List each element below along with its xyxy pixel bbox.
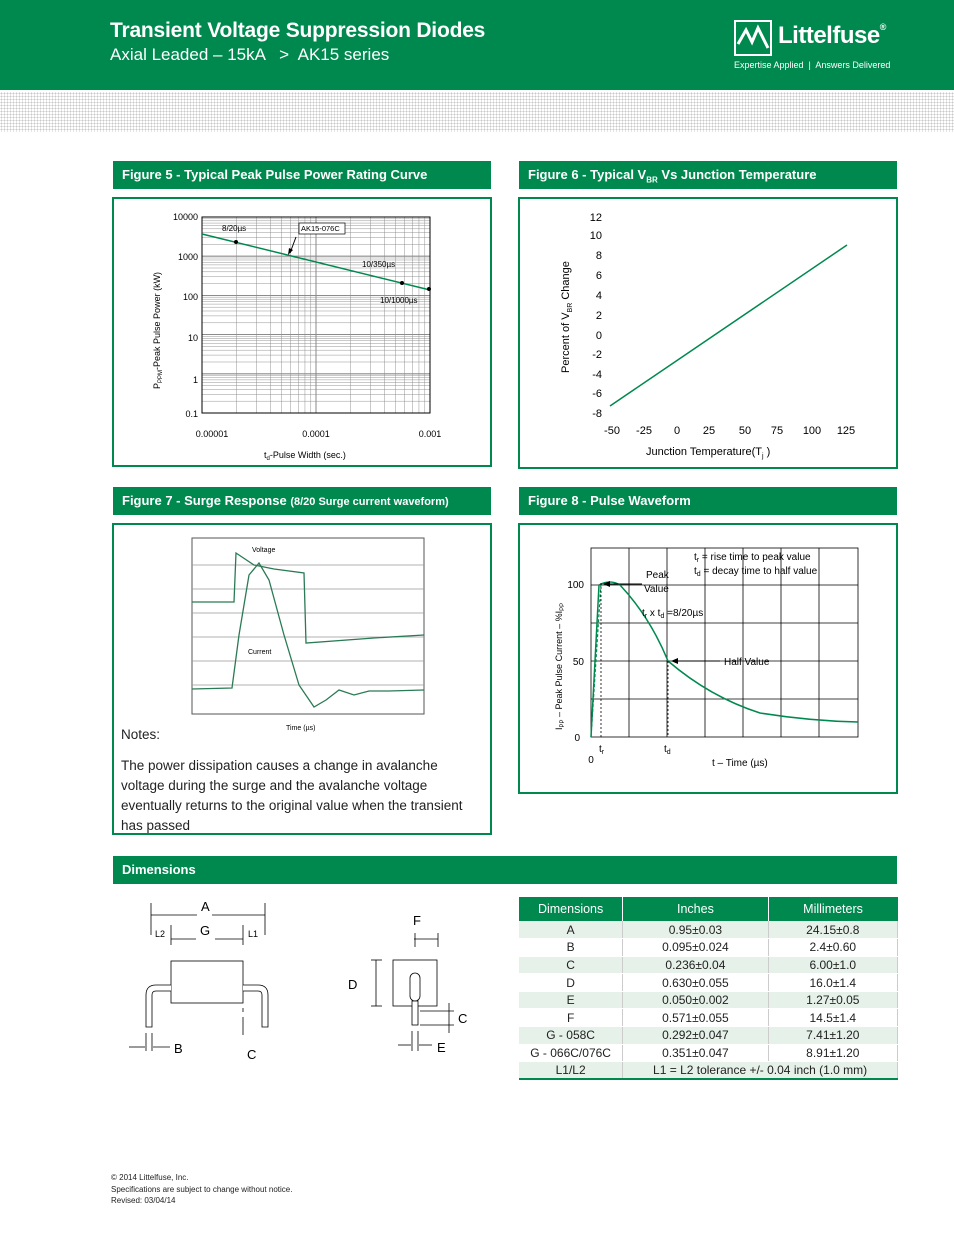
footer-disclaimer: Specifications are subject to change without notice.	[111, 1184, 293, 1194]
figure-8-x-label: t – Time (µs)	[712, 758, 768, 769]
figure-5-panel	[112, 197, 492, 467]
figure-6-title-bar	[519, 161, 897, 189]
f8-tick-td: $t_d$	[664, 744, 671, 756]
f6-ytick: 4	[595, 290, 602, 302]
f8-peak-label-1: Peak	[646, 570, 669, 581]
f8-origin: 0	[588, 755, 594, 766]
littelfuse-logo	[734, 20, 904, 76]
figure-7-panel	[112, 523, 492, 835]
table-row	[519, 921, 898, 939]
f5-ytick: 10	[187, 333, 198, 343]
figure-6-panel	[518, 197, 898, 469]
figure-8-title-bar	[519, 487, 897, 515]
f5-xtick: 0.0001	[302, 429, 330, 439]
cell: 24.15±0.8	[768, 921, 897, 939]
f6-xtick: 50	[738, 425, 752, 437]
cell: C	[519, 956, 623, 974]
dim-label-l1: L1	[248, 929, 259, 939]
table-row	[519, 1009, 898, 1027]
cell: 16.0±1.4	[768, 974, 897, 992]
table-row	[519, 1062, 898, 1080]
brand-tagline: Expertise Applied | Answers Delivered	[734, 60, 891, 70]
cell: 1.27±0.05	[768, 991, 897, 1009]
page-footer	[111, 1172, 292, 1207]
f6-xtick: -25	[636, 425, 652, 437]
cell: G - 058C	[519, 1027, 623, 1045]
cell: L1 = L2 tolerance +/- 0.04 inch (1.0 mm)	[623, 1062, 898, 1080]
f5-xtick: 0.001	[418, 429, 442, 439]
cell: 0.095±0.024	[623, 939, 768, 957]
f6-ytick: 12	[589, 212, 602, 224]
figure-5-title-bar	[113, 161, 491, 189]
dim-label-e: E	[437, 1040, 446, 1055]
cell: G - 066C/076C	[519, 1044, 623, 1062]
f5-point-10-1000	[427, 287, 431, 291]
table-row	[519, 939, 898, 957]
footer-copyright: © 2014 Littelfuse, Inc.	[111, 1173, 189, 1182]
f8-tick-tr: $t_r$	[599, 744, 605, 756]
f6-xtick: -50	[604, 425, 620, 437]
f8-ytick: 100	[567, 580, 584, 591]
f8-half-value-label: Half Value	[724, 657, 770, 668]
table-row	[519, 1027, 898, 1045]
table-header-row	[519, 897, 898, 921]
cell: 8.91±1.20	[768, 1044, 897, 1062]
dim-label-b: B	[174, 1041, 183, 1056]
table-row	[519, 1044, 898, 1062]
f5-ytick: 0.1	[185, 409, 198, 419]
figure-8-chart	[520, 525, 896, 792]
f8-legend-td: $t_d$ = decay time to half value	[694, 566, 818, 578]
table-row	[519, 991, 898, 1009]
f6-xtick: 100	[802, 425, 822, 437]
col-inches: Inches	[623, 897, 768, 921]
dim-label-c-end: C	[458, 1011, 468, 1026]
f5-label-10-1000: 10/1000µs	[380, 296, 418, 305]
figure-6-x-label: Junction $Temperature(T_j$ )	[646, 446, 771, 460]
brand-name: Littelfuse®	[778, 22, 886, 49]
f7-current-label: Current	[248, 649, 272, 656]
cell: 14.5±1.4	[768, 1009, 897, 1027]
figure-6-vbr-line	[610, 245, 847, 406]
cell: A	[519, 921, 623, 939]
littelfuse-logo-icon	[734, 20, 772, 56]
figure-7-notes	[121, 725, 471, 836]
f8-ratio-label: $t_r$ x $t_d =8/20\mu s$	[642, 608, 704, 620]
f5-point-8-20	[234, 240, 238, 244]
f6-xtick: 0	[673, 425, 681, 437]
dimensions-table	[519, 897, 898, 1080]
table-row	[519, 956, 898, 974]
figure-7-title: Figure 7 - Surge Response (8/20 Surge current waveform)	[122, 493, 449, 508]
dim-label-g: G	[200, 923, 211, 938]
dim-label-f: F	[413, 913, 421, 928]
figure-5-x-label: $t_d$-Pulse Width (sec.)	[264, 450, 346, 462]
cell: 0.630±0.055	[623, 974, 768, 992]
side-view-drawing	[129, 903, 268, 1051]
cell: 0.050±0.002	[623, 991, 768, 1009]
figure-7-title-bar	[113, 487, 491, 515]
figure-6-x-ticks	[604, 425, 855, 437]
f5-xtick: 0.00001	[195, 429, 229, 439]
end-view-drawing	[371, 933, 454, 1051]
f5-label-10-350: 10/350µs	[362, 260, 396, 269]
col-millimeters: Millimeters	[768, 897, 897, 921]
notes-body: The power dissipation causes a change in avalanche voltage during the surge and the avalanche voltage eventually returns to the original value when the transient has passed	[121, 758, 463, 833]
figure-7-chart	[114, 525, 490, 732]
cell: 0.571±0.055	[623, 1009, 768, 1027]
f8-peak-label-2: Value	[644, 584, 669, 595]
figure-6-title: Figure 6 - Typical $V_{BR}$ Vs Junction Temperature	[528, 167, 817, 185]
f5-ytick: 1	[192, 375, 198, 385]
f6-ytick: -4	[592, 369, 602, 381]
f6-ytick: -6	[592, 388, 602, 400]
f8-ytick: 0	[574, 733, 580, 744]
dimensions-title: Dimensions	[122, 862, 196, 877]
f5-ytick: 10000	[172, 212, 198, 222]
cell: F	[519, 1009, 623, 1027]
page-title: Transient Voltage Suppression Diodes	[110, 19, 486, 42]
figure-8-y-label: $I_{PP}$ – Peak Pulse Current – $\%I_{PP}$	[554, 602, 566, 730]
f6-ytick: 10	[589, 230, 602, 242]
figure-6-chart	[520, 199, 896, 467]
f6-xtick: 25	[702, 425, 716, 437]
notes-heading: Notes:	[121, 727, 161, 742]
header-dot-pattern	[0, 92, 954, 132]
cell: B	[519, 939, 623, 957]
figure-8-panel	[518, 523, 898, 794]
cell: 7.41±1.20	[768, 1027, 897, 1045]
dim-label-c-side: C	[247, 1047, 257, 1062]
f5-label-8-20: 8/20µs	[222, 224, 247, 233]
page-header	[0, 0, 954, 90]
cell: 6.00±1.0	[768, 956, 897, 974]
figure-5-y-ticks	[173, 212, 198, 419]
dimensions-title-bar	[113, 856, 897, 884]
figure-6-y-label: Percent of $V_{BR}$ Change	[560, 261, 574, 373]
page-subtitle: Axial Leaded – 15kA > AK15 series	[110, 45, 390, 64]
footer-revised: Revised: 03/04/14	[111, 1196, 176, 1205]
dim-label-a: A	[201, 899, 210, 914]
table-row	[519, 974, 898, 992]
figure-5-y-label: $P_{PPM}$-Peak Pulse Power (kW)	[152, 271, 164, 389]
f5-label-part: AK15-076C	[301, 224, 340, 233]
dim-label-d: D	[348, 977, 358, 992]
f6-ytick: -2	[592, 349, 602, 361]
f6-ytick: 6	[595, 270, 602, 282]
figure-6-y-ticks	[590, 212, 602, 420]
f5-ytick: 100	[182, 292, 198, 302]
cell: L1/L2	[519, 1062, 623, 1080]
cell: 0.236±0.04	[623, 956, 768, 974]
cell: 0.351±0.047	[623, 1044, 768, 1062]
cell: 0.95±0.03	[623, 921, 768, 939]
figure-8-title: Figure 8 - Pulse Waveform	[528, 493, 691, 508]
f6-ytick: 0	[595, 330, 602, 342]
f5-ytick: 1000	[177, 252, 198, 262]
f6-xtick: 125	[836, 425, 856, 437]
figure-5-chart	[114, 199, 490, 465]
cell: D	[519, 974, 623, 992]
f6-ytick: 2	[595, 310, 602, 322]
f5-point-10-350	[400, 281, 404, 285]
cell: 0.292±0.047	[623, 1027, 768, 1045]
cell: E	[519, 991, 623, 1009]
cell: 2.4±0.60	[768, 939, 897, 957]
f6-ytick: -8	[592, 408, 602, 420]
figure-5-grid	[202, 217, 430, 413]
f8-half-arrow-head	[671, 658, 678, 664]
f7-x-label: Time (µs)	[286, 725, 316, 732]
figure-5-title: Figure 5 - Typical Peak Pulse Power Rating Curve	[122, 167, 428, 182]
f8-ytick: 50	[572, 657, 584, 668]
f7-voltage-label: Voltage	[252, 547, 276, 554]
col-dimensions: Dimensions	[519, 897, 623, 921]
dimension-drawing	[112, 895, 512, 1075]
f6-ytick: 8	[595, 250, 602, 262]
f8-legend-tr: $t_r$ = rise time to peak value	[694, 552, 811, 564]
f6-xtick: 75	[770, 425, 784, 437]
dim-label-l2: L2	[155, 929, 166, 939]
